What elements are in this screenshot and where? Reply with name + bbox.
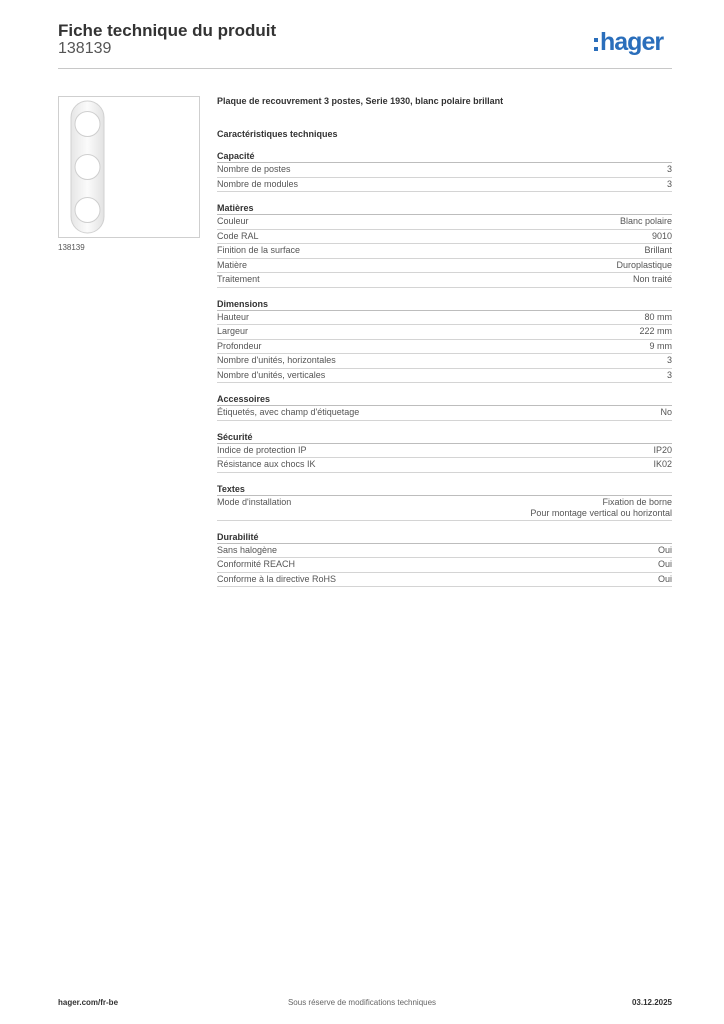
spec-label: Résistance aux chocs IK [217, 459, 316, 469]
footer-website: hager.com/fr-be [58, 998, 119, 1007]
spec-label: Nombre de postes [217, 164, 291, 174]
spec-row [217, 496, 672, 521]
spec-row [217, 178, 672, 193]
footer-date: 03.12.2025 [631, 998, 672, 1007]
spec-row [217, 340, 672, 355]
spec-value: 222 mm [639, 326, 672, 336]
spec-row [217, 369, 672, 384]
spec-row [217, 215, 672, 230]
spec-row [217, 259, 672, 274]
spec-row [217, 573, 672, 588]
spec-row [217, 325, 672, 340]
product-image [58, 96, 200, 238]
spec-value: 3 [666, 164, 672, 174]
spec-label: Indice de protection IP [217, 444, 307, 455]
spec-row [217, 544, 672, 559]
footer-notice: Sous réserve de modifications techniques [287, 998, 437, 1007]
spec-row [217, 244, 672, 259]
spec-value: 80 mm [644, 311, 672, 322]
spec-heading: Caractéristiques techniques [217, 129, 338, 139]
group-title: Dimensions [217, 298, 672, 311]
spec-label: Sans halogène [217, 544, 278, 555]
group-capacite [217, 150, 672, 192]
spec-label: Finition de la surface [217, 245, 301, 255]
spec-row [217, 273, 672, 288]
page-title: Fiche technique du produit [58, 21, 277, 40]
spec-row [217, 444, 672, 459]
spec-label: Hauteur [217, 311, 250, 322]
spec-content [217, 95, 672, 587]
group-title: Textes [217, 483, 672, 496]
spec-value: No [660, 407, 672, 417]
logo-text: hager [600, 28, 664, 56]
spec-row [217, 458, 672, 473]
group-textes [217, 483, 672, 521]
spec-label: Étiquetés, avec champ d'étiquetage [217, 407, 360, 417]
spec-value: Pour montage vertical ou horizontal [530, 507, 672, 518]
spec-label: Nombre de modules [217, 178, 299, 189]
group-title: Matières [217, 202, 672, 215]
spec-value: Oui [657, 573, 672, 584]
spec-value: Oui [657, 559, 672, 569]
spec-label: Largeur [217, 326, 249, 336]
spec-label: Conformité REACH [217, 559, 296, 569]
spec-label: Profondeur [217, 340, 262, 351]
spec-value: IK02 [653, 459, 672, 469]
spec-row [217, 354, 672, 369]
spec-value: Blanc polaire [619, 216, 672, 226]
group-dimensions [217, 298, 672, 384]
spec-value: Non traité [632, 274, 672, 284]
spec-value: 3 [666, 355, 672, 365]
logo-colon-icon [594, 38, 598, 51]
spec-value: 3 [666, 178, 672, 189]
spec-row [217, 311, 672, 326]
spec-value: 9 mm [649, 340, 672, 351]
product-name: Plaque de recouvrement 3 postes, Serie 1930, blanc polaire brillant [217, 96, 504, 106]
spec-row [217, 558, 672, 573]
spec-value: 3 [666, 369, 672, 380]
spec-value: 9010 [651, 230, 672, 241]
product-code: 138139 [58, 40, 112, 57]
spec-value: Brillant [644, 245, 672, 255]
spec-value: IP20 [653, 444, 672, 455]
hager-logo [594, 28, 663, 56]
spec-value: Duroplastique [616, 259, 672, 270]
spec-label: Nombre d'unités, horizontales [217, 355, 336, 365]
spec-label: Traitement [217, 274, 260, 284]
group-title: Capacité [217, 150, 672, 163]
group-accessoires [217, 393, 672, 421]
spec-value: Oui [657, 544, 672, 555]
spec-label: Code RAL [217, 230, 259, 241]
cover-plate-icon [59, 97, 199, 237]
header-divider [58, 68, 672, 69]
spec-row [217, 406, 672, 421]
group-matieres [217, 202, 672, 288]
spec-row [217, 230, 672, 245]
spec-label: Conforme à la directive RoHS [217, 573, 337, 584]
spec-label: Matière [217, 259, 248, 270]
group-title: Accessoires [217, 393, 672, 406]
spec-label: Mode d'installation [217, 496, 292, 507]
group-title: Sécurité [217, 431, 672, 444]
group-durabilite [217, 531, 672, 588]
spec-label: Nombre d'unités, verticales [217, 369, 326, 380]
spec-value-multi [530, 496, 672, 520]
spec-value: Fixation de borne [602, 496, 672, 507]
spec-row [217, 163, 672, 178]
group-securite [217, 431, 672, 473]
image-caption: 138139 [58, 243, 85, 252]
group-title: Durabilité [217, 531, 672, 544]
spec-label: Couleur [217, 216, 249, 226]
